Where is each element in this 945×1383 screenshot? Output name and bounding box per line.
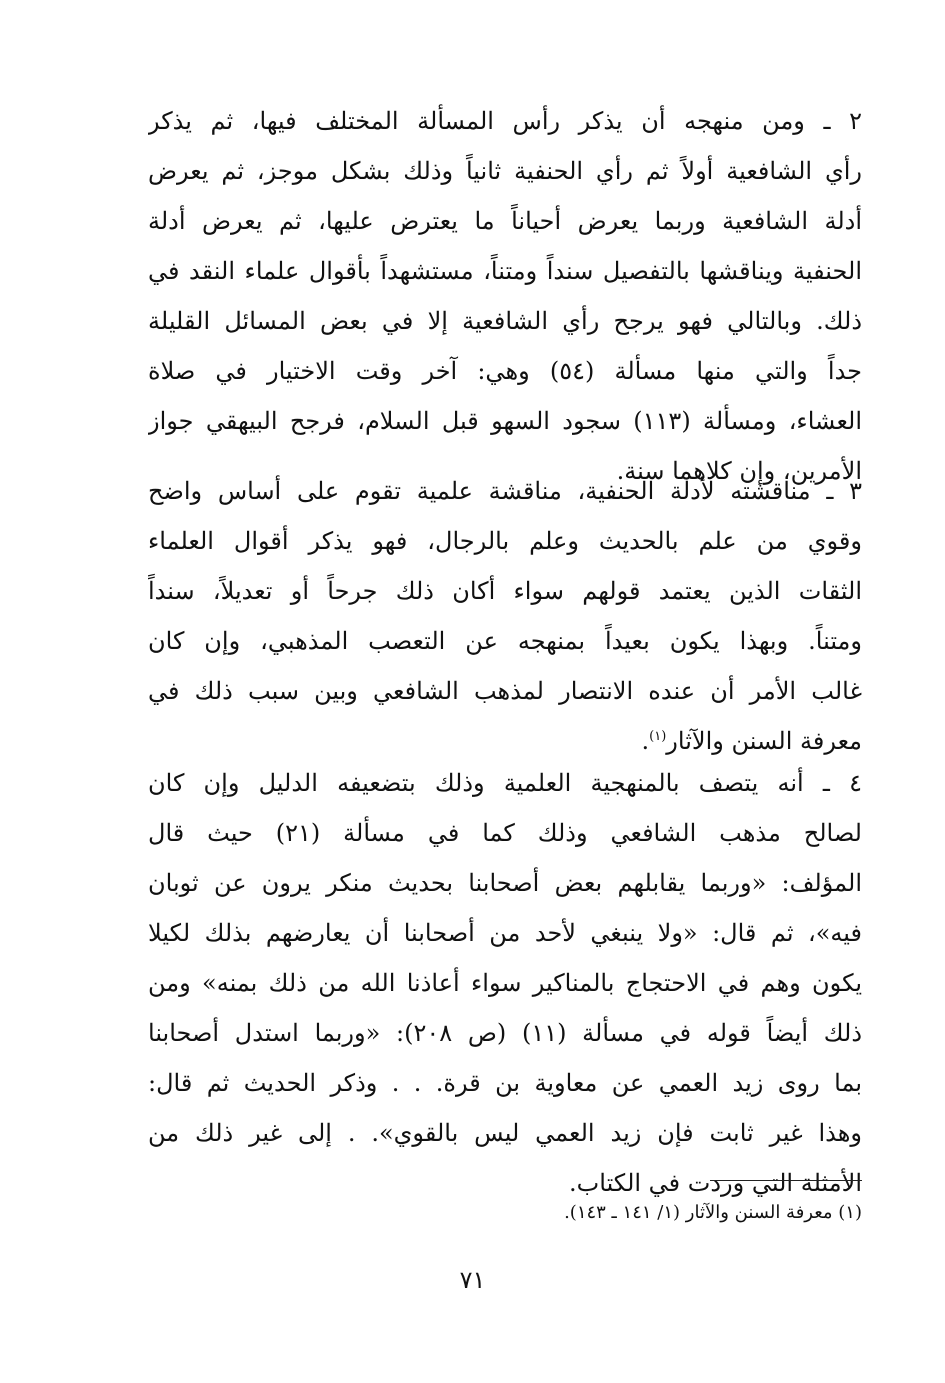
paragraph-2 <box>148 96 862 496</box>
text-line: لصالح مذهب الشافعي وذلك كما في مسألة (٢١) حيث قال <box>148 819 862 847</box>
text-line: الأمثلة التي وردت في الكتاب. <box>569 1169 862 1197</box>
text-line: بما روى زيد العمي عن معاوية بن قرة. . . وذكر الحديث ثم قال: <box>148 1069 862 1097</box>
paragraph-4 <box>148 758 862 1208</box>
text-line: ذلك. وبالتالي فهو يرجح رأي الشافعية إلا في بعض المسائل القليلة <box>148 307 862 335</box>
paragraph-3 <box>148 466 862 766</box>
text-line: رأي الشافعية أولاً ثم رأي الحنفية ثانياً وذلك بشكل موجز، ثم يعرض <box>148 157 862 185</box>
text-line: أدلة الشافعية وربما يعرض أحياناً ما يعترض عليها، ثم يعرض أدلة <box>148 207 862 235</box>
text-line: جداً والتي منها مسألة (٥٤) وهي: آخر وقت الاختيار في صلاة <box>148 357 862 385</box>
text-line: المؤلف: «وربما يقابلهم بعض أصحابنا بحديث منكر يرون عن ثوبان <box>148 869 862 897</box>
footnote-marker: (١) <box>649 729 667 744</box>
text-line: العشاء، ومسألة (١١٣) سجود السهو قبل السلام، فرجح البيهقي جواز <box>148 407 862 435</box>
text-line: الأمرين، وإن كلاهما سنة. <box>616 457 862 485</box>
text-line-content: معرفة السنن والآثار <box>666 727 862 755</box>
text-line: غالب الأمر أن عنده الانتصار لمذهب الشافعي وبين سبب ذلك في <box>148 677 862 705</box>
text-line: ذلك أيضاً قوله في مسألة (١١) (ص ٢٠٨): «وربما استدل أصحابنا <box>148 1019 862 1047</box>
footnote-divider <box>710 1180 862 1181</box>
text-line: ومتناً. وبهذا يكون بعيداً بمنهجه عن التعصب المذهبي، وإن كان <box>148 627 862 655</box>
page-number: ٧١ <box>459 1266 486 1294</box>
text-line: وهذا غير ثابت فإن زيد العمي ليس بالقوي». . إلى غير ذلك من <box>148 1119 862 1147</box>
text-line: وقوي من علم بالحديث وعلم بالرجال، فهو يذكر أقوال العلماء <box>148 527 862 555</box>
text-line: فيه»، ثم قال: «ولا ينبغي لأحد من أصحابنا أن يعارضهم بذلك لكيلا <box>148 919 862 947</box>
footnote: (١) معرفة السنن والآثار (١/ ١٤١ ـ ١٤٣). <box>564 1202 862 1223</box>
text-line: يكون وهم في الاحتجاج بالمناكير سواء أعاذنا الله من ذلك بمنه» ومن <box>148 969 862 997</box>
text-line: ٢ ـ ومن منهجه أن يذكر رأس المسألة المختلف فيها، ثم يذكر <box>148 107 862 135</box>
text-line: ٣ ـ مناقشته لأدلة الحنفية، مناقشة علمية تقوم على أساس واضح <box>148 477 862 505</box>
text-line: الثقات الذين يعتمد قولهم سواء أكان ذلك جرحاً أو تعديلاً، سنداً <box>148 577 862 605</box>
text-line: ٤ ـ أنه يتصف بالمنهجية العلمية وذلك بتضعيفه الدليل وإن كان <box>148 769 862 797</box>
text-line: الحنفية ويناقشها بالتفصيل سنداً ومتناً، مستشهداً بأقوال علماء النقد في <box>148 257 862 285</box>
final-punctuation: . <box>641 727 650 755</box>
